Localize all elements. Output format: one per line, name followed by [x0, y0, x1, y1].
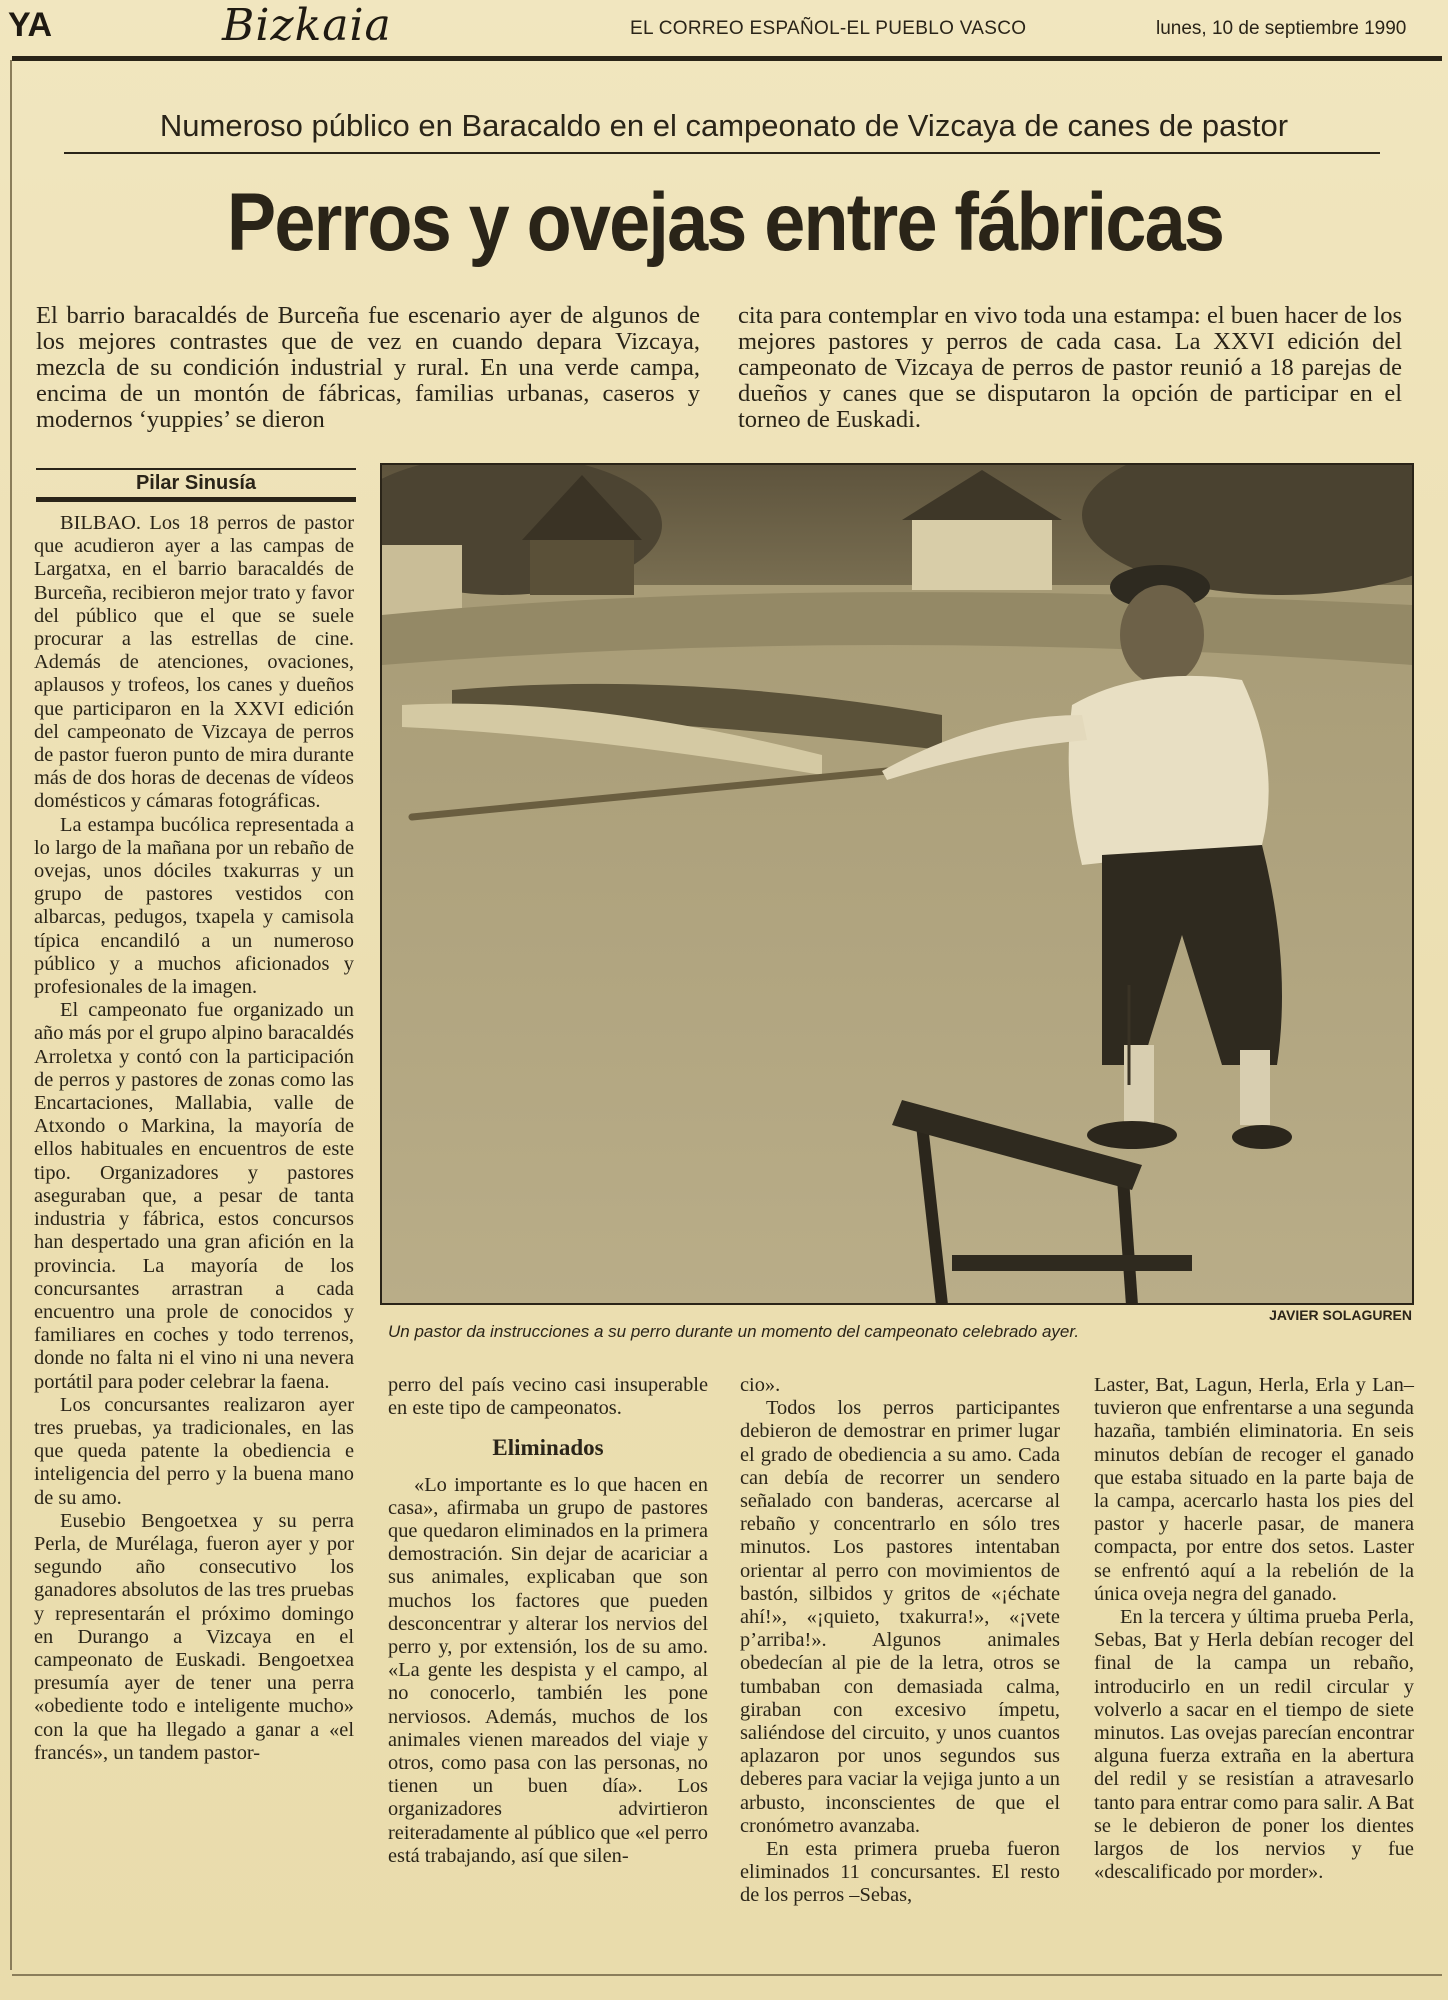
article-photo	[380, 463, 1414, 1305]
newspaper-name: EL CORREO ESPAÑOL-EL PUEBLO VASCO	[630, 18, 1027, 39]
paragraph: En esta primera prueba fueron eliminados 11 concursantes. El resto de los perros –Sebas,	[740, 1838, 1060, 1907]
section-subtitle: Eliminados	[492, 1435, 604, 1461]
paragraph: La estampa bucólica representada a lo largo de la mañana por un rebaño de ovejas, unos dóciles txakurras y un grupo de pastores vestidos con albarcas, pedugos, txapela y camisola típica encandiló a un numeroso público y a muchos aficionados y profesionales de la imagen.	[34, 813, 354, 999]
paragraph: «Lo importante es lo que hacen en casa», afirmaba un grupo de pastores que quedaron eliminados en la primera demostración. Sin dejar de acariciar a sus animales, explicaban que son muchos los factores que pueden desconcentrar y alterar los nervios del perro y, por extensión, los de su amo. «La gente les despista y el campo, al no conocerlo, también les pone nerviosos. Además, muchos de los animales vienen mareados del viaje y otros, como pasa con las personas, no tienen un buen día». Los organizadores advirtieron reiteradamente al público que «el perro está trabajando, así que silen-	[388, 1473, 708, 1867]
byline: Pilar Sinusía	[135, 472, 257, 494]
byline-rule-bottom	[36, 497, 356, 502]
lead-paragraph-left: El barrio baracaldés de Burceña fue escenario ayer de algunos de los mejores contrastes que de vez en cuando depara Vizcaya, mezcla de su condición industrial y rural. En una verde campa, encima de un montón de fábricas, familias urbanas, caseros y modernos ‘yuppies’ se dieron	[36, 302, 700, 433]
section-tag: YA	[8, 6, 53, 44]
header-rule	[12, 56, 1442, 61]
paragraph: BILBAO. Los 18 perros de pastor que acudieron ayer a las campas de Largatxa, en el barrio baracaldés de Burceña, recibieron mejor trato y favor del público que el que se suele procurar a las estrellas de cine. Además de atenciones, ovaciones, aplausos y trofeos, los canes y dueños que participaron en la XXVI edición del campeonato de Vizcaya de perros de pastor fueron punto de mira durante más de dos horas de decenas de vídeos domésticos y cámaras fotográficas.	[34, 512, 354, 813]
page-bottom-rule	[12, 1974, 1442, 1976]
article-column-4	[1094, 1374, 1414, 1884]
photo-caption: Un pastor da instrucciones a su perro durante un momento del campeonato celebrado ayer.	[388, 1322, 1080, 1341]
section-logo: Bizkaia	[222, 0, 392, 51]
paragraph: Eusebio Bengoetxea y su perra Perla, de Murélaga, fueron ayer y por segundo año consecutivo los ganadores absolutos de las tres pruebas y representarán el próximo domingo en Durango a Vizcaya en el campeonato de Euskadi. Bengoetxea presumía ayer de tener una perra «obediente todo e inteligente mucho» con la que ha llegado a ganar a «el francés», un tandem pastor-	[34, 1509, 354, 1764]
paragraph: Todos los perros participantes debieron de demostrar en primer lugar el grado de obediencia a su amo. Cada can debía de recorrer un sendero señalado con banderas, acercarse al rebaño y concentrarlo en sólo tres minutos. Los pastores intentaban orientar al perro con movimientos de bastón, silbidos y gritos de «¡échate ahí!», «¡quieto, txakurra!», «¡vete p’arriba!». Algunos animales obedecían al pie de la letra, otros se tumbaban con demasiada calma, giraban con excesivo ímpetu, saliéndose del circuito, y unos cuantos aplazaron por unos segundos sus deberes para vaciar la vejiga junto a un arbusto, inconscientes de que el cronómetro avanzaba.	[740, 1397, 1060, 1837]
photo-credit: JAVIER SOLAGUREN	[1269, 1307, 1412, 1323]
paragraph: El campeonato fue organizado un año más por el grupo alpino baracaldés Arroletxa y contó con la participación de perros y pastores de zonas como las Encartaciones, Mallabia, valle de Atxondo o Markina, la mayoría de ellos habituales en encuentros de este tipo. Organizadores y pastores aseguraban que, a pesar de tanta industria y fábrica, estos concursos han despertado una gran afición en la provincia. La mayoría de los concursantes arrastran a cada encuentro una prole de conocidos y familiares en coches y todo terrenos, donde no falta ni el vino ni una nevera portátil para poder celebrar la faena.	[34, 999, 354, 1393]
article-column-3	[740, 1374, 1060, 1908]
page-edge-line	[10, 60, 12, 1970]
lead-paragraph-right: cita para contemplar en vivo toda una estampa: el buen hacer de los mejores pastores y perros de cada casa. La XXVI edición del campeonato de Vizcaya de perros de pastor reunió a 18 parejas de dueños y canes que se disputaron la opción de participar en el torneo de Euskadi.	[738, 302, 1402, 433]
article-subhead: Numeroso público en Baracaldo en el campeonato de Vizcaya de canes de pastor	[159, 108, 1289, 143]
paragraph: Laster, Bat, Lagun, Herla, Erla y Lan– tuvieron que enfrentarse a una segunda hazaña, también eliminatoria. En seis minutos debían de recoger el ganado que estaba situado en la parte baja de la campa, acercarlo hasta los pies del pastor y hacerle pasar, de manera compacta, por entre dos setos. Laster se enfrentó aquí a la rebelión de la única oveja negra del ganado.	[1094, 1374, 1414, 1605]
issue-date: lunes, 10 de septiembre 1990	[1156, 18, 1407, 39]
article-headline: Perros y ovejas entre fábricas	[226, 177, 1224, 268]
paragraph: Los concursantes realizaron ayer tres pruebas, ya tradicionales, en las que queda patente la obediencia e inteligencia del perro y la buena mano de su amo.	[34, 1393, 354, 1509]
paragraph: cio».	[740, 1374, 781, 1396]
paragraph: En la tercera y última prueba Perla, Sebas, Bat y Herla debían recoger del final de la campa un rebaño, introducirlo en un redil circular y volverlo a sacar en el tiempo de siete minutos. Las ovejas parecían encontrar alguna fuerza extraña en la abertura del redil y se resistían a atravesarlo tanto para entrar como para salir. A Bat se le debieron de poner los dientes largos de los nervios y fue «descalificado por morder».	[1094, 1606, 1414, 1884]
subhead-rule	[64, 152, 1380, 154]
byline-rule-top	[36, 468, 356, 470]
photo-shepherd-illustration	[382, 465, 1412, 1303]
paragraph: perro del país vecino casi insuperable en este tipo de campeonatos.	[388, 1374, 708, 1420]
article-column-1	[34, 512, 354, 1765]
article-column-2	[388, 1374, 708, 1868]
